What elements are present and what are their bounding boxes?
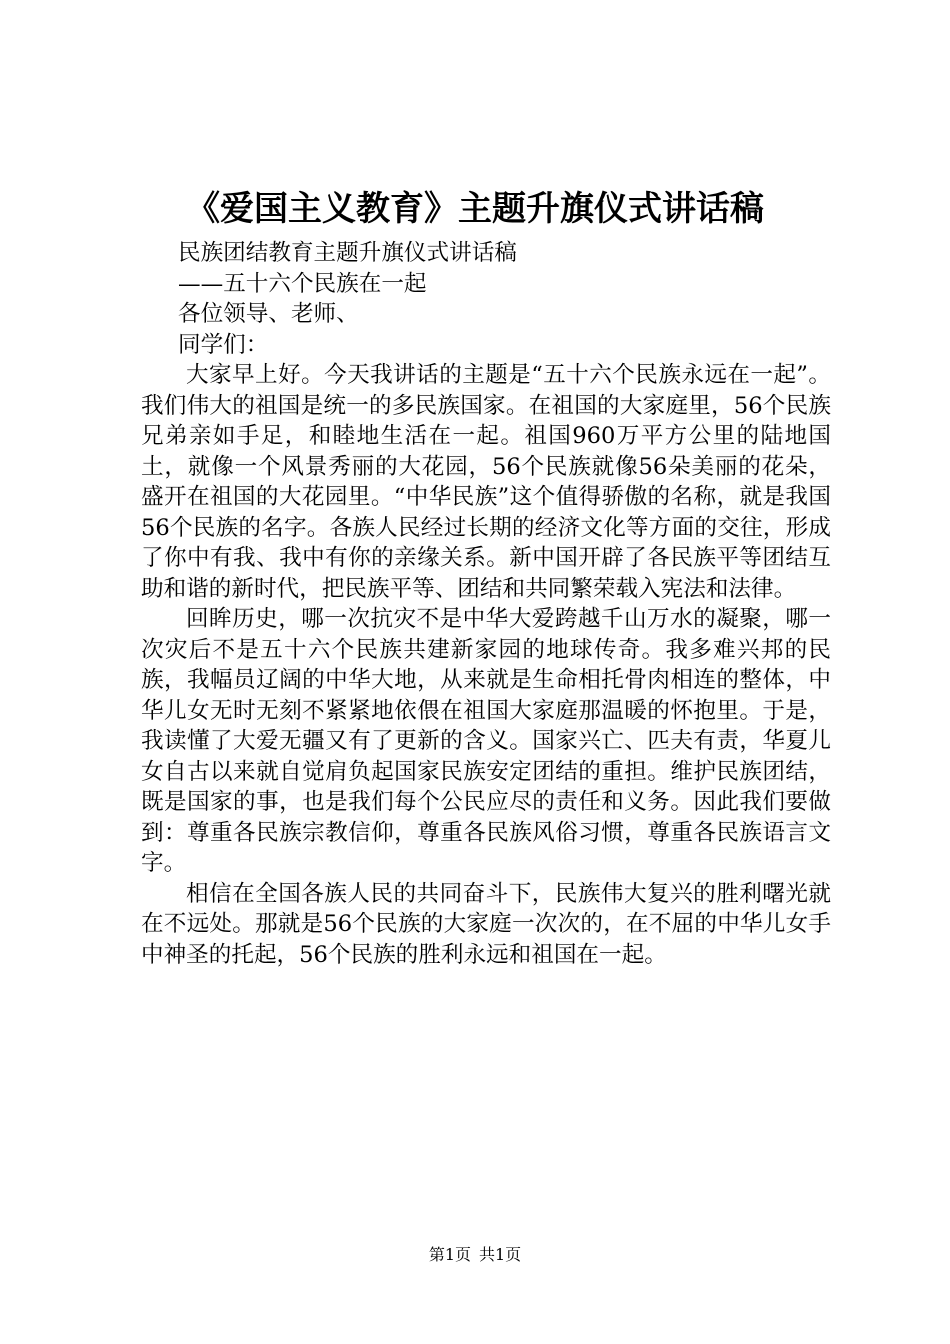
page-number: 第1页 (428, 1245, 471, 1264)
body-paragraph-2: 回眸历史，哪一次抗灾不是中华大爱跨越千山万水的凝聚，哪一次灾后不是五十六个民族共建新家园的地球传奇。我多难兴邦的民族，我幅员辽阔的中华大地，从来就是生命相托骨肉相连的整体，中华儿女无时无刻不紧紧地依偎在祖国大家庭那温暖的怀抱里。于是，我读懂了大爱无疆又有了更新的含义。国家兴亡、匹夫有责，华夏儿女自古以来就自觉肩负起国家民族安定团结的重担。维护民族团结，既是国家的事，也是我们每个公民应尽的责任和义务。因此我们要做到：尊重各民族宗教信仰，尊重各民族风俗习惯，尊重各民族语言文字。 (141, 606, 831, 876)
document-title: 《爱国主义教育》主题升旗仪式讲话稿 (186, 189, 764, 229)
body-paragraph-1: 大家早上好。今天我讲话的主题是“五十六个民族永远在一起”。我们伟大的祖国是统一的多民族国家。在祖国的大家庭里，56个民族兄弟亲如手足，和睦地生活在一起。祖国960万平方公里的陆地国土，就像一个风景秀丽的大花园，56个民族就像56朵美丽的花朵，盛开在祖国的大花园里。“中华民族”这个值得骄傲的名称，就是我国56个民族的名字。各族人民经过长期的经济文化等方面的交往，形成了你中有我、我中有你的亲缘关系。新中国开辟了各民族平等团结互助和谐的新时代，把民族平等、团结和共同繁荣载入宪法和法律。 (141, 362, 831, 602)
page-footer (0, 1244, 950, 1266)
salutation-line-2: 同学们： (178, 331, 269, 358)
page-total: 共1页 (479, 1245, 522, 1264)
body-paragraph-3: 相信在全国各族人民的共同奋斗下，民族伟大复兴的胜利曙光就在不远处。那就是56个民族的大家庭一次次的，在不屈的中华儿女手中神圣的托起，56个民族的胜利永远和祖国在一起。 (141, 880, 831, 968)
document-tagline: ——五十六个民族在一起 (178, 270, 427, 297)
document-body (141, 238, 831, 970)
salutation-line-1: 各位领导、老师、 (178, 301, 359, 327)
document-subtitle: 民族团结教育主题升旗仪式讲话稿 (178, 240, 517, 266)
